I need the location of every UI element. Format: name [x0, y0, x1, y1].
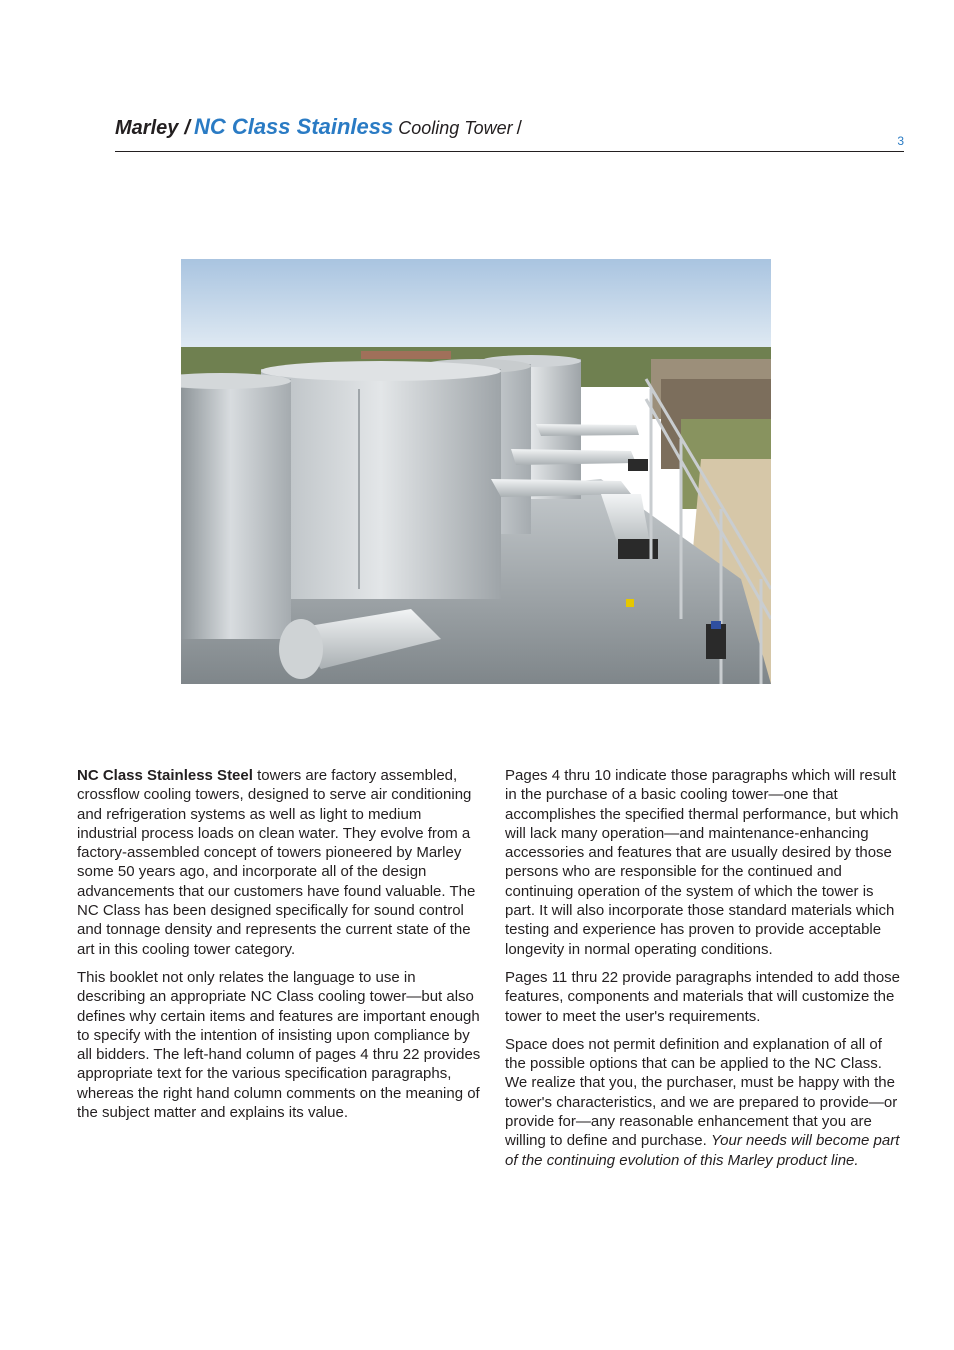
page-number: 3 — [897, 134, 904, 148]
header-separator: / — [184, 117, 190, 139]
closing-emphasis: Your needs will become part of the continuing evolution of this Marley product line. — [505, 1132, 900, 1169]
intro-lead: NC Class Stainless Steel — [77, 767, 253, 784]
fan-cylinder — [261, 369, 501, 599]
header-title — [115, 114, 522, 140]
options-paragraph: Pages 11 thru 22 provide paragraphs intended to add those features, components and materials that will customize the tower to meet the user's requirements. — [505, 968, 901, 1025]
sky — [181, 259, 771, 359]
product-type: Cooling Tower — [398, 118, 513, 138]
closing-paragraph: Space does not permit definition and explanation of all of the possible options that can be applied to the NC Class. We realize that you, the purchaser, must be happy with the tower's characteristics, and we are prepared to provide—or provide for—any reasonable enhancement that you are willing to define and purchase. Your needs will become part of the continuing evolution of this Marley product line. — [505, 1035, 900, 1169]
brand-name: Marley — [115, 117, 179, 139]
right-column — [505, 766, 900, 1179]
page-header — [115, 113, 904, 152]
left-column — [77, 766, 482, 1131]
booklet-paragraph: This booklet not only relates the language to use in describing an appropriate NC Class cooling tower—but also defines why certain items and features are important enough to specify with the intention of insisting upon compliance by all bidders. The left-hand column of pages 4 thru 22 provides appropriate text for the various specification paragraphs, whereas the right hand column comments on the meaning of the subject matter and explains its value. — [77, 968, 481, 1122]
header-trailing-separator: / — [516, 118, 522, 139]
product-name: NC Class Stainless — [193, 114, 394, 139]
cooling-tower-photo — [181, 259, 771, 684]
basic-tower-paragraph: Pages 4 thru 10 indicate those paragraphs which will result in the purchase of a basic cooling tower—one that accomplishes the specified thermal performance, but which will lack many operation—and maintenance-enhancing accessories and features that are usually desired by those persons who are responsible for the continued and continuing operation of the system of which the tower is part. It will also incorporate those standard materials which testing and experience has proven to provide acceptable longevity in normal operating conditions. — [505, 767, 899, 958]
intro-paragraph: NC Class Stainless Steel towers are factory assembled, crossflow cooling towers, designed to serve air conditioning and refrigeration systems as well as light to medium industrial process loads on clean water. They evolve from a factory-assembled concept of towers pioneered by Marley some 50 years ago, and incorporate all of the design advancements that our customers have found valuable. The NC Class has been designed specifically for sound control and tonnage density and represents the current state of the art in this cooling tower category. — [77, 767, 476, 958]
